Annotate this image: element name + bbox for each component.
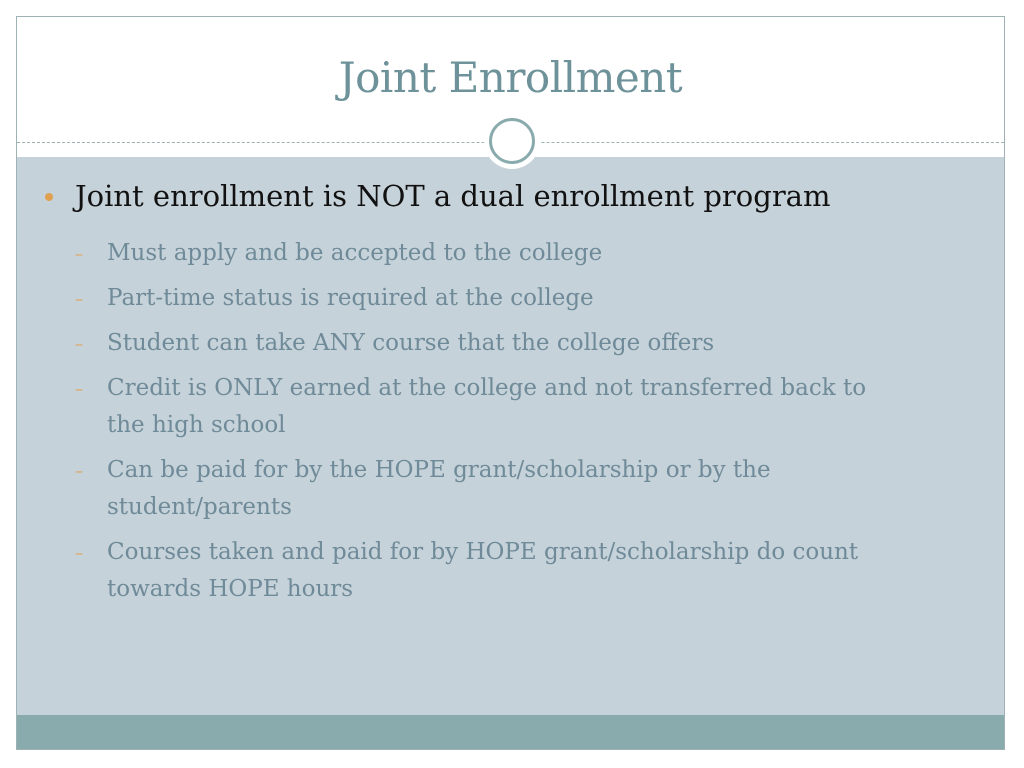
dash-icon: – [75, 379, 83, 398]
sub-bullet-item [17, 325, 867, 362]
sub-bullet-item [17, 534, 867, 608]
footer-band [17, 715, 1004, 749]
ring-icon [489, 118, 535, 164]
sub-bullet-item [17, 370, 867, 444]
sub-bullet-item [17, 280, 867, 317]
dash-icon: – [75, 244, 83, 263]
main-bullet-dot-icon [45, 193, 53, 201]
circle-ornament-icon [484, 113, 540, 169]
slide-title: Joint Enrollment [338, 53, 683, 102]
sub-bullet-text: Student can take ANY course that the college offers [107, 330, 715, 356]
sub-bullet-text: Can be paid for by the HOPE grant/scholarship or by the student/parents [107, 457, 771, 520]
sub-bullet-text: Courses taken and paid for by HOPE grant/scholarship do count towards HOPE hours [107, 539, 859, 602]
sub-bullet-item [17, 452, 867, 526]
sub-bullet-text: Must apply and be accepted to the college [107, 240, 603, 266]
slide [16, 16, 1005, 750]
sub-bullet-text: Part-time status is required at the college [107, 285, 594, 311]
dash-icon: – [75, 461, 83, 480]
sub-bullet-item [17, 235, 867, 272]
dash-icon: – [75, 334, 83, 353]
main-bullet-text: Joint enrollment is NOT a dual enrollment program [75, 179, 831, 213]
dash-icon: – [75, 289, 83, 308]
dash-icon: – [75, 543, 83, 562]
sub-bullet-list [17, 235, 1004, 616]
content-area [17, 157, 1004, 717]
sub-bullet-text: Credit is ONLY earned at the college and not transferred back to the high school [107, 375, 867, 438]
